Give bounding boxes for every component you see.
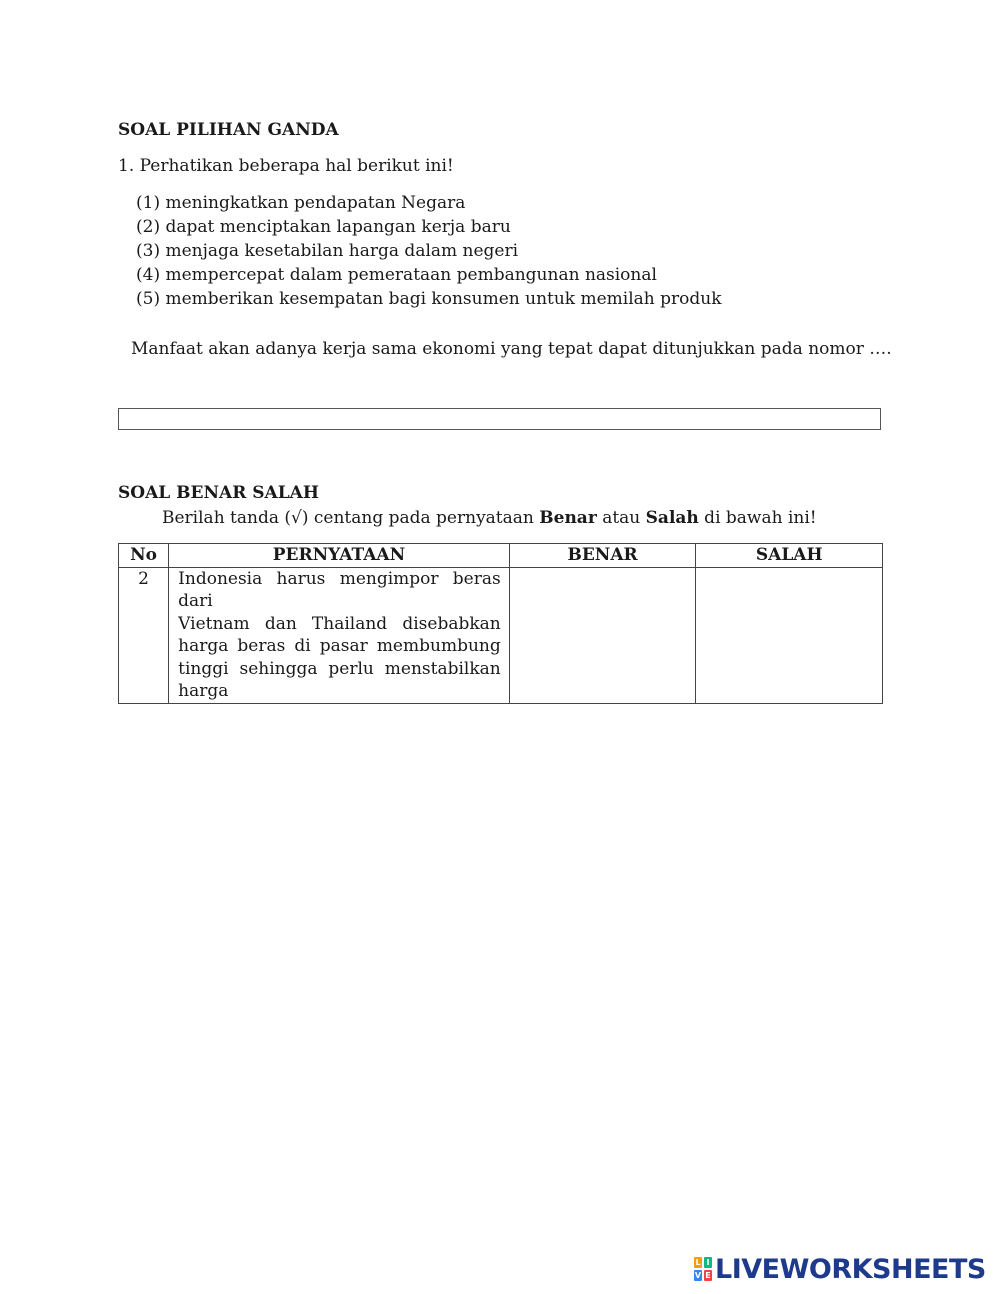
statement-line: harga <box>178 681 229 701</box>
row-statement <box>169 567 510 703</box>
instruction-post: di bawah ini! <box>698 508 817 528</box>
true-false-table <box>118 543 883 704</box>
instruction-salah: Salah <box>645 508 699 528</box>
logo-letter: I <box>704 1257 712 1268</box>
section-title-multiple-choice: SOAL PILIHAN GANDA <box>118 120 339 140</box>
statement-line: harga beras di pasar membumbung <box>178 636 501 656</box>
header-benar: BENAR <box>509 544 696 568</box>
statement-line: Indonesia harus mengimpor beras dari <box>178 568 501 611</box>
question-text: 1. Perhatikan beberapa hal berikut ini! <box>118 156 454 176</box>
header-no: No <box>119 544 169 568</box>
logo-mark-icon <box>694 1257 712 1281</box>
option-item: (3) menjaga kesetabilan harga dalam negeri <box>136 241 519 261</box>
header-statement: PERNYATAAN <box>169 544 510 568</box>
statement-line: Vietnam dan Thailand disebabkan <box>178 613 501 634</box>
benar-answer-cell[interactable] <box>509 567 696 703</box>
table-header-row <box>119 544 883 568</box>
instruction-pre: Berilah tanda (√) centang pada pernyataan <box>162 508 540 528</box>
option-item: (1) meningkatkan pendapatan Negara <box>136 193 466 213</box>
salah-answer-cell[interactable] <box>696 567 883 703</box>
instruction-mid: atau <box>596 508 646 528</box>
liveworksheets-logo <box>694 1255 986 1283</box>
statement-line: tinggi sehingga perlu menstabilkan <box>178 658 501 679</box>
instruction-benar: Benar <box>539 508 597 528</box>
logo-letter: L <box>695 1258 701 1267</box>
header-salah: SALAH <box>696 544 883 568</box>
instruction-text <box>162 506 817 530</box>
logo-text: LIVEWORKSHEETS <box>715 1253 986 1285</box>
logo-letter: E <box>705 1271 711 1280</box>
option-item: (2) dapat menciptakan lapangan kerja baru <box>136 217 511 237</box>
question-prompt: Manfaat akan adanya kerja sama ekonomi yang tepat dapat ditunjukkan pada nomor …. <box>131 339 892 359</box>
logo-letter: V <box>694 1271 702 1280</box>
answer-input-box[interactable] <box>118 408 881 430</box>
option-item: (5) memberikan kesempatan bagi konsumen untuk memilah produk <box>136 289 722 309</box>
section-title-true-false: SOAL BENAR SALAH <box>118 483 319 503</box>
row-number: 2 <box>119 567 169 703</box>
table-row <box>119 567 883 703</box>
option-item: (4) mempercepat dalam pemerataan pembangunan nasional <box>136 265 657 285</box>
